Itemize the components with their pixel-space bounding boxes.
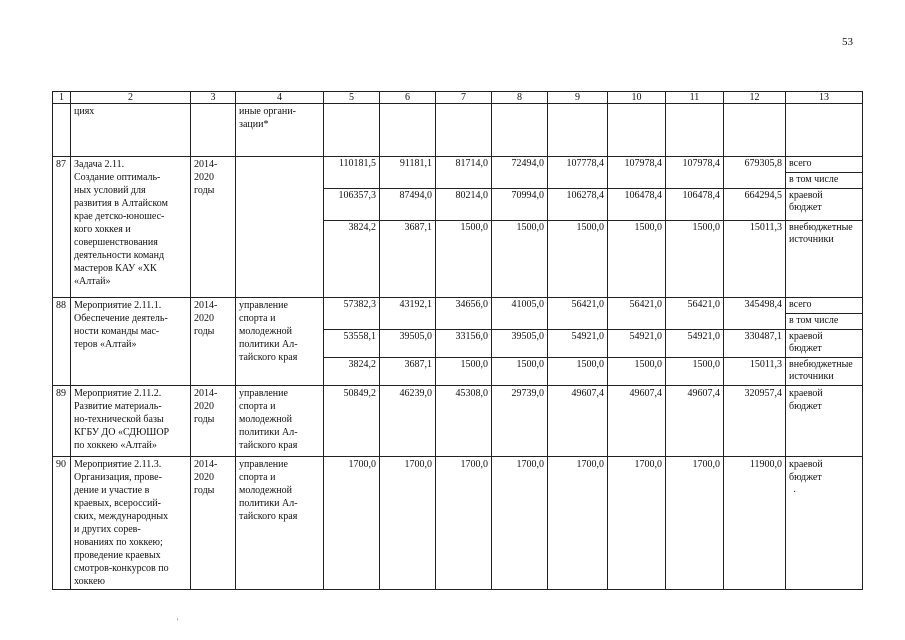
value-cell: 45308,0 [436, 386, 492, 457]
value-cell [548, 104, 608, 157]
value-cell: 87494,0 [380, 189, 436, 221]
source-cell: внебюджетные источники [786, 221, 863, 298]
table-row [53, 457, 863, 590]
value-cell: 54921,0 [608, 330, 666, 358]
value-cell [324, 173, 380, 189]
value-cell [724, 104, 786, 157]
years-cell [191, 104, 236, 157]
value-cell [380, 173, 436, 189]
row-number-cell: 88 [53, 298, 71, 386]
value-cell: 1500,0 [666, 221, 724, 298]
column-header: 1 [53, 92, 71, 104]
value-cell: 107978,4 [666, 157, 724, 173]
column-header: 12 [724, 92, 786, 104]
name-cell: Мероприятие 2.11.1. Обеспечение деятель- ности команды мас- теров «Алтай» [71, 298, 191, 386]
value-cell: 1700,0 [666, 457, 724, 590]
value-cell: 15011,3 [724, 221, 786, 298]
table-row [53, 386, 863, 457]
page-number: 53 [842, 36, 853, 48]
value-cell: 46239,0 [380, 386, 436, 457]
value-cell: 1500,0 [608, 221, 666, 298]
value-cell: 49607,4 [608, 386, 666, 457]
value-cell: 39505,0 [380, 330, 436, 358]
value-cell [724, 314, 786, 330]
value-cell [608, 314, 666, 330]
value-cell: 72494,0 [492, 157, 548, 173]
value-cell: 33156,0 [436, 330, 492, 358]
value-cell [492, 173, 548, 189]
value-cell [324, 104, 380, 157]
value-cell: 664294,5 [724, 189, 786, 221]
value-cell: 34656,0 [436, 298, 492, 314]
column-header: 3 [191, 92, 236, 104]
value-cell [492, 314, 548, 330]
column-header: 9 [548, 92, 608, 104]
value-cell: 345498,4 [724, 298, 786, 314]
years-cell: 2014- 2020 годы [191, 386, 236, 457]
source-cell: внебюджетные источники [786, 358, 863, 386]
value-cell [548, 173, 608, 189]
executor-cell: иные органи- зации* [236, 104, 324, 157]
value-cell [724, 173, 786, 189]
value-cell [608, 104, 666, 157]
value-cell: 43192,1 [380, 298, 436, 314]
column-header: 4 [236, 92, 324, 104]
value-cell: 107978,4 [608, 157, 666, 173]
source-cell: краевой бюджет [786, 189, 863, 221]
value-cell [436, 173, 492, 189]
value-cell: 106278,4 [548, 189, 608, 221]
name-cell: Задача 2.11. Создание оптималь- ных условий для развития в Алтайском крае детско-юношес- кого хоккея и совершенствования деятельности команд мастеров КАУ «ХК «Алтай» [71, 157, 191, 298]
row-number-cell: 89 [53, 386, 71, 457]
value-cell: 1500,0 [666, 358, 724, 386]
value-cell: 1700,0 [608, 457, 666, 590]
name-cell: Мероприятие 2.11.3. Организация, прове- дение и участие в краевых, всероссий- ских, международных и других сорев- нованиях по хоккею; проведение краевых смотров-конкурсов по хоккею [71, 457, 191, 590]
column-header: 8 [492, 92, 548, 104]
years-cell: 2014- 2020 годы [191, 298, 236, 386]
value-cell: 91181,1 [380, 157, 436, 173]
row-number-cell: 90 [53, 457, 71, 590]
stray-mark: ' [177, 617, 179, 626]
value-cell: 106357,3 [324, 189, 380, 221]
value-cell: 50849,2 [324, 386, 380, 457]
value-cell [380, 314, 436, 330]
value-cell: 110181,5 [324, 157, 380, 173]
value-cell: 11900,0 [724, 457, 786, 590]
value-cell [666, 173, 724, 189]
stray-mark: · [793, 487, 797, 498]
source-cell: в том числе [786, 314, 863, 330]
value-cell: 49607,4 [548, 386, 608, 457]
value-cell: 107778,4 [548, 157, 608, 173]
value-cell: 1700,0 [324, 457, 380, 590]
value-cell: 81714,0 [436, 157, 492, 173]
value-cell [492, 104, 548, 157]
value-cell: 1700,0 [548, 457, 608, 590]
value-cell: 1500,0 [436, 358, 492, 386]
value-cell: 1500,0 [492, 221, 548, 298]
executor-cell: управление спорта и молодежной политики Ал- тайского края [236, 386, 324, 457]
header-row [53, 92, 863, 104]
value-cell: 1500,0 [548, 358, 608, 386]
value-cell: 3687,1 [380, 358, 436, 386]
value-cell [436, 314, 492, 330]
value-cell: 1500,0 [548, 221, 608, 298]
value-cell [548, 314, 608, 330]
value-cell: 106478,4 [666, 189, 724, 221]
value-cell [436, 104, 492, 157]
value-cell: 3687,1 [380, 221, 436, 298]
value-cell: 54921,0 [548, 330, 608, 358]
name-cell: циях [71, 104, 191, 157]
value-cell: 49607,4 [666, 386, 724, 457]
value-cell: 54921,0 [666, 330, 724, 358]
budget-table [52, 91, 863, 590]
source-cell: краевой бюджет [786, 457, 863, 590]
value-cell [666, 314, 724, 330]
source-cell: всего [786, 298, 863, 314]
value-cell [786, 104, 863, 157]
value-cell: 56421,0 [608, 298, 666, 314]
value-cell: 56421,0 [548, 298, 608, 314]
source-cell: краевой бюджет [786, 330, 863, 358]
value-cell: 56421,0 [666, 298, 724, 314]
column-header: 10 [608, 92, 666, 104]
row-number-cell [53, 104, 71, 157]
executor-cell [236, 157, 324, 298]
value-cell: 80214,0 [436, 189, 492, 221]
value-cell: 1700,0 [436, 457, 492, 590]
column-header: 2 [71, 92, 191, 104]
executor-cell: управление спорта и молодежной политики Ал- тайского края [236, 298, 324, 386]
years-cell: 2014- 2020 годы [191, 457, 236, 590]
value-cell: 1700,0 [492, 457, 548, 590]
column-header: 5 [324, 92, 380, 104]
column-header: 7 [436, 92, 492, 104]
table-row [53, 298, 863, 314]
column-header: 11 [666, 92, 724, 104]
value-cell: 330487,1 [724, 330, 786, 358]
value-cell: 1500,0 [608, 358, 666, 386]
value-cell: 57382,3 [324, 298, 380, 314]
column-header: 6 [380, 92, 436, 104]
row-number-cell: 87 [53, 157, 71, 298]
name-cell: Мероприятие 2.11.2. Развитие материаль- но-технической базы КГБУ ДО «СДЮШОР по хоккею «Алтай» [71, 386, 191, 457]
value-cell: 1500,0 [492, 358, 548, 386]
value-cell: 3824,2 [324, 358, 380, 386]
value-cell [666, 104, 724, 157]
value-cell: 53558,1 [324, 330, 380, 358]
value-cell: 320957,4 [724, 386, 786, 457]
source-cell: краевой бюджет [786, 386, 863, 457]
value-cell: 29739,0 [492, 386, 548, 457]
value-cell: 3824,2 [324, 221, 380, 298]
value-cell: 1700,0 [380, 457, 436, 590]
value-cell: 41005,0 [492, 298, 548, 314]
table-row [53, 157, 863, 173]
executor-cell: управление спорта и молодежной политики Ал- тайского края [236, 457, 324, 590]
value-cell: 70994,0 [492, 189, 548, 221]
value-cell: 679305,8 [724, 157, 786, 173]
value-cell [608, 173, 666, 189]
value-cell: 39505,0 [492, 330, 548, 358]
value-cell: 106478,4 [608, 189, 666, 221]
value-cell: 1500,0 [436, 221, 492, 298]
column-header: 13 [786, 92, 863, 104]
value-cell: 15011,3 [724, 358, 786, 386]
table-row [53, 104, 863, 157]
years-cell: 2014- 2020 годы [191, 157, 236, 298]
source-cell: всего [786, 157, 863, 173]
source-cell: в том числе [786, 173, 863, 189]
value-cell [380, 104, 436, 157]
value-cell [324, 314, 380, 330]
